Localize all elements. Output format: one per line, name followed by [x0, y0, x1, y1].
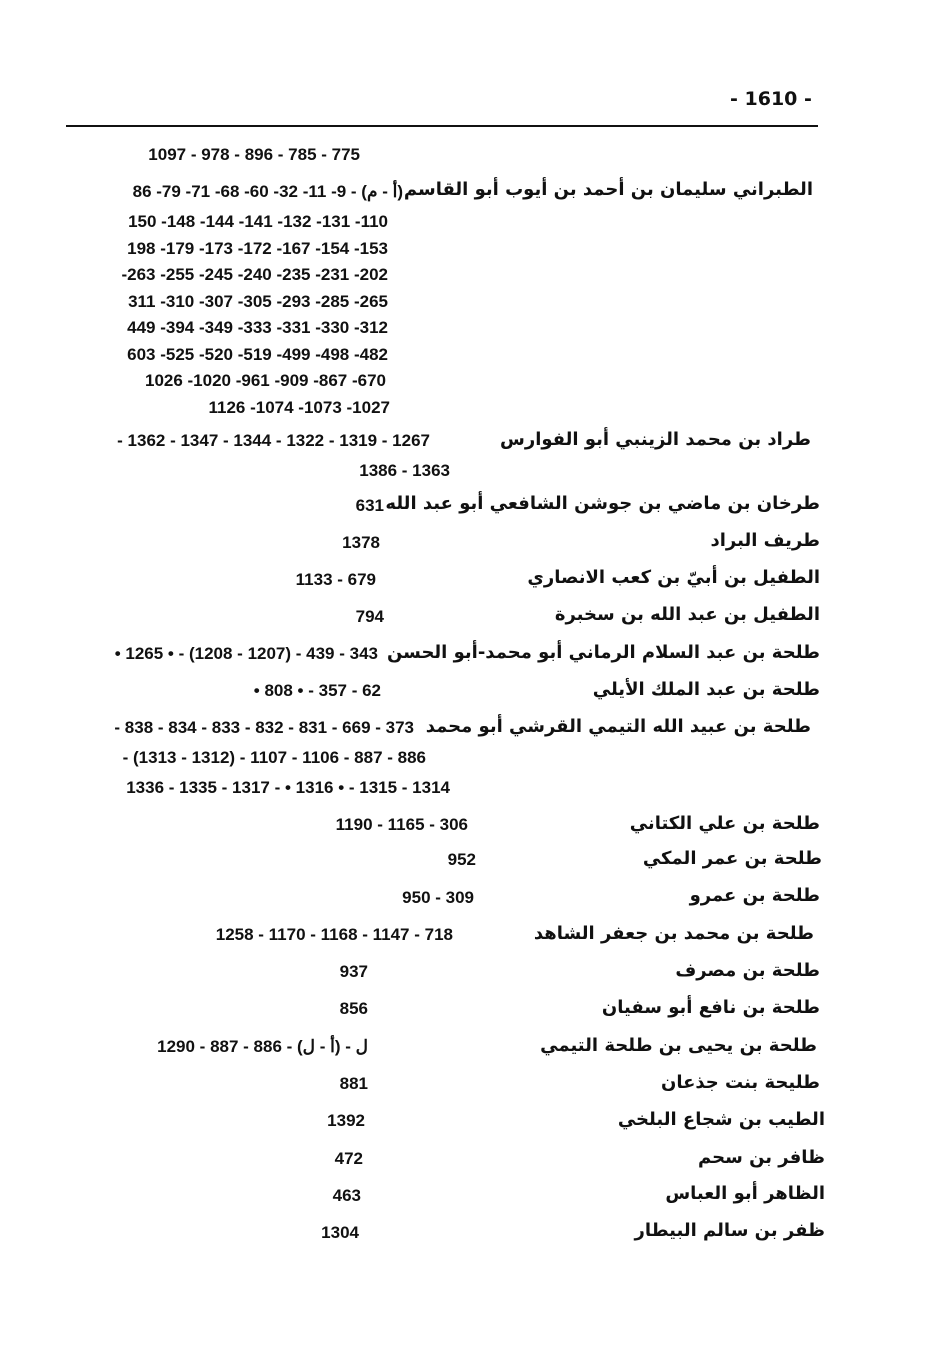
- entry-name: طلحة بن مصرف: [675, 960, 820, 981]
- entry-refs-line: 311 -310 -307 -305 -293 -285 -265: [128, 292, 388, 311]
- entry-refs-line: 86 -79 -71 -68 -60 -32 -11 -9 - (أ - م): [132, 182, 403, 201]
- header-rule: [66, 125, 818, 127]
- entry-name: طريف البراد: [710, 530, 820, 551]
- entry-refs-line: - (1313 - 1312) - 1107 - 1106 - 887 - 886: [122, 748, 426, 767]
- entry-refs-line: 198 -179 -173 -172 -167 -154 -153: [127, 239, 388, 258]
- entry-name: طلحة بن محمد بن جعفر الشاهد: [533, 923, 814, 944]
- entry-refs-line: • 808 • - 357 - 62: [253, 681, 381, 700]
- entry-name: الطبراني سليمان بن أحمد بن أيوب أبو القاسم: [403, 179, 813, 200]
- entry-name: طلحة بن عبد الملك الأيلي: [592, 679, 820, 700]
- entry-refs-line: 1126 -1074 -1073 -1027: [208, 398, 390, 417]
- entry-refs-line: -263 -255 -245 -240 -235 -231 -202: [121, 265, 388, 284]
- entry-refs-line: 1190 - 1165 - 306: [335, 815, 468, 834]
- entry-name: طراد بن محمد الزينبي أبو الفوارس: [500, 429, 811, 450]
- entry-refs-line: 472: [334, 1149, 363, 1168]
- entry-refs-line: 937: [339, 962, 368, 981]
- entry-refs-line: - 838 - 834 - 833 - 832 - 831 - 669 - 373: [114, 718, 414, 737]
- entry-name: طلحة بن عمرو: [689, 885, 820, 906]
- entry-name: طلحة بن علي الكتاني: [629, 813, 820, 834]
- entry-refs-line: 856: [339, 999, 368, 1018]
- entry-name: طليحة بنت جذعان: [660, 1072, 820, 1093]
- entry-refs-line: 1097 - 978 - 896 - 785 - 775: [148, 145, 360, 164]
- entry-refs-line: 1336 - 1335 - 1317 - • 1316 • - 1315 - 1314: [126, 778, 450, 797]
- entry-refs-line: 1290 - 887 - 886 - (أ - ل) - ل: [157, 1037, 368, 1056]
- entry-name: الطفيل بن عبد الله بن سخبرة: [554, 604, 820, 625]
- entry-name: طلحة بن نافع أبو سفيان: [601, 997, 820, 1018]
- entry-refs-line: • 1265 • - (1208 - 1207) - 439 - 343: [114, 644, 378, 663]
- entry-name: طلحة بن عمر المكي: [642, 848, 822, 869]
- entry-name: طلحة بن عبيد الله التيمي القرشي أبو محمد: [425, 716, 811, 737]
- entry-name: الظاهر أبو العباس: [665, 1183, 825, 1204]
- entry-refs-line: 1258 - 1170 - 1168 - 1147 - 718: [215, 925, 453, 944]
- entry-refs-line: 1392: [327, 1111, 365, 1130]
- entry-refs-line: 463: [332, 1186, 361, 1205]
- entry-refs-line: 449 -394 -349 -333 -331 -330 -312: [127, 318, 388, 337]
- entry-name: طرخان بن ماضي بن جوشن الشافعي أبو عبد الله: [385, 493, 820, 514]
- entry-refs-line: 1304: [321, 1223, 359, 1242]
- entry-name: طلحة بن عبد السلام الرماني أبو محمد-أبو الحسن: [386, 642, 820, 663]
- entry-refs-line: 603 -525 -520 -519 -499 -498 -482: [127, 345, 388, 364]
- page-number: - 1610 -: [730, 88, 812, 110]
- entry-refs-line: 1133 - 679: [295, 570, 376, 589]
- entry-refs-line: 150 -148 -144 -141 -132 -131 -110: [128, 212, 388, 231]
- entry-refs-line: 1378: [342, 533, 380, 552]
- entry-refs-line: 950 - 309: [402, 888, 474, 907]
- entry-refs-line: 631: [355, 496, 384, 515]
- entry-refs-line: 881: [339, 1074, 368, 1093]
- entry-name: ظافر بن سحم: [698, 1147, 825, 1168]
- entry-name: الطيب بن شجاع البلخي: [617, 1109, 825, 1130]
- entry-name: ظفر بن سالم البيطار: [634, 1220, 825, 1241]
- entry-name: طلحة بن يحيى بن طلحة التيمي: [540, 1035, 817, 1056]
- entry-refs-line: 794: [355, 607, 384, 626]
- entry-refs-line: 1386 - 1363: [359, 461, 450, 480]
- entry-refs-line: - 1362 - 1347 - 1344 - 1322 - 1319 - 1267: [117, 431, 430, 450]
- entry-refs-line: 1026 -1020 -961 -909 -867 -670: [144, 371, 386, 390]
- entry-refs-line: 952: [447, 850, 476, 869]
- entry-name: الطفيل بن أبيّ بن كعب الانصاري: [527, 567, 820, 588]
